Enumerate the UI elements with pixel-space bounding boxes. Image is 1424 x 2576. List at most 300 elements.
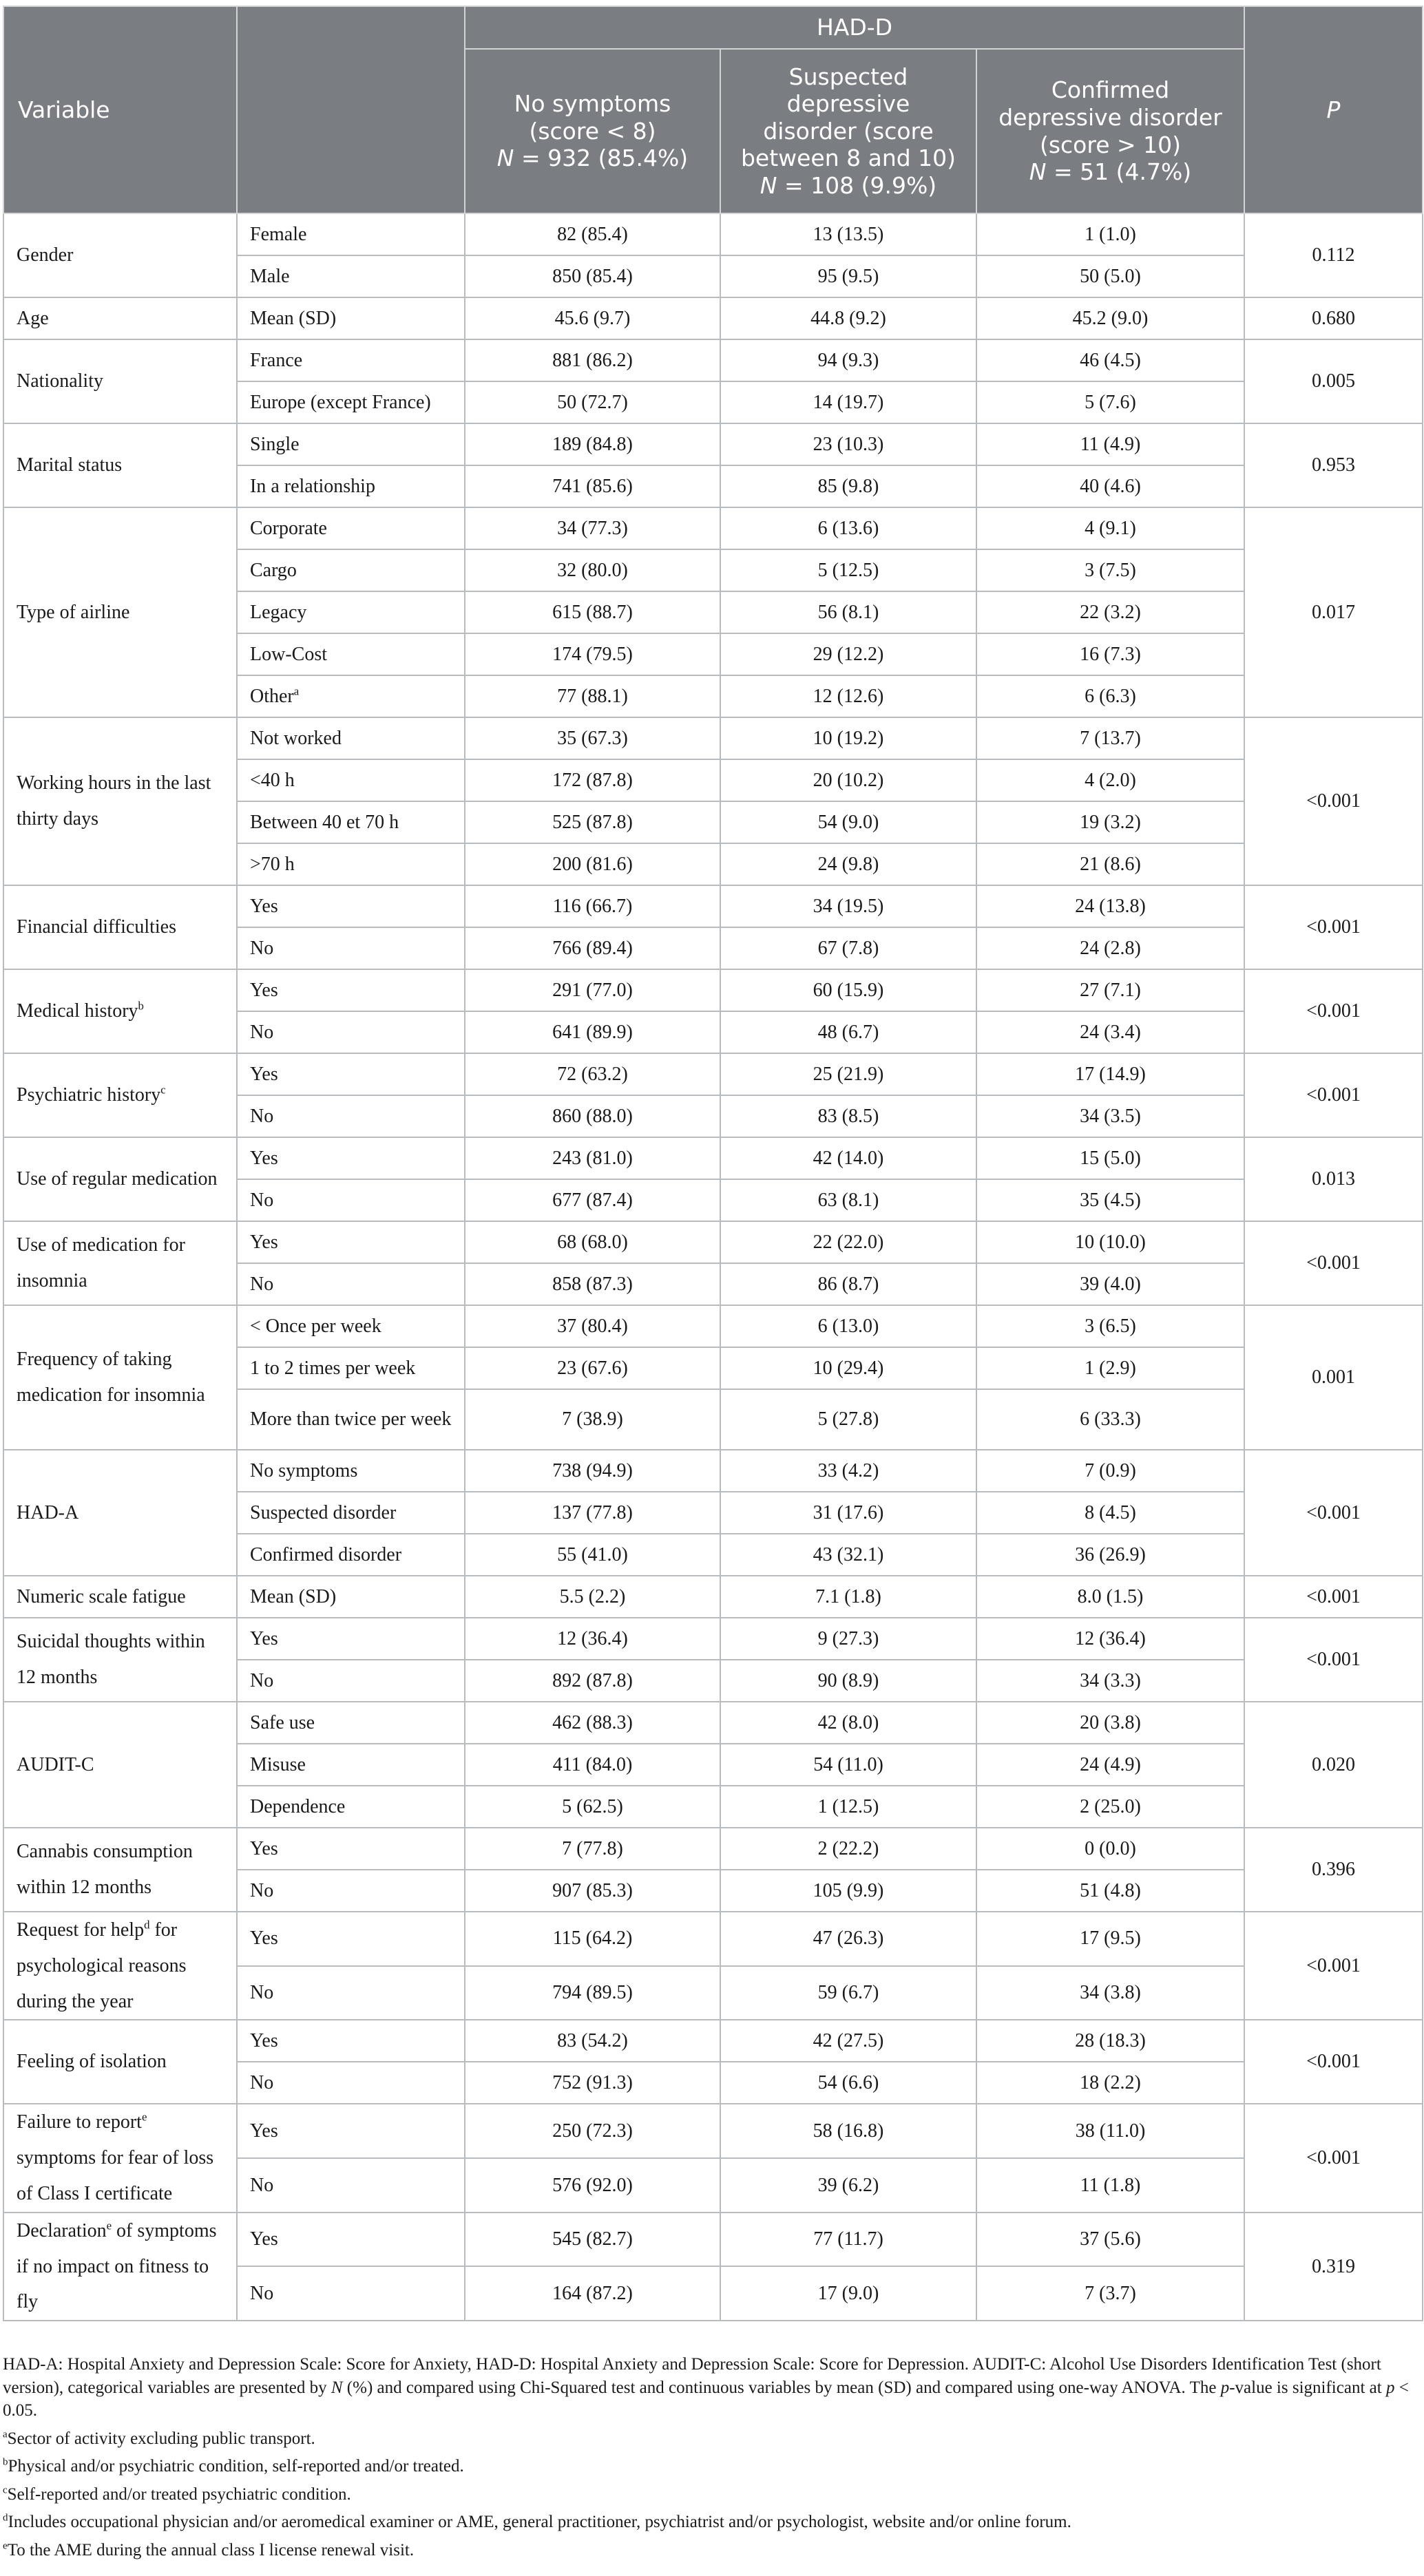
footnote [3,2483,1418,2506]
cell-c3: 34 (3.5) [976,1095,1244,1137]
level-label [237,2104,465,2158]
header-col2-n: N [760,171,777,199]
variable-label: Gender [17,244,74,266]
cell-c2: 9 (27.3) [720,1618,976,1660]
cell-c3: 5 (7.6) [976,381,1244,423]
cell-c1: 250 (72.3) [465,2104,720,2158]
p-value: <0.001 [1244,1221,1423,1305]
variable-name [3,1137,237,1221]
header-col1 [465,49,720,213]
cell-c1: 892 (87.8) [465,1660,720,1702]
variable-label: HAD-A [17,1501,79,1523]
cell-c3: 39 (4.0) [976,1263,1244,1305]
variable-label: Request for help [17,1919,145,1941]
table-row [3,1053,1423,1095]
level-text: Suspected disorder [250,1501,397,1523]
level-label [237,2266,465,2321]
header-col2-line2: depressive [786,90,910,118]
cell-c2: 105 (9.9) [720,1870,976,1912]
variable-label: Feeling of isolation [17,2051,167,2073]
cell-c1: 881 (86.2) [465,339,720,381]
cell-c3: 40 (4.6) [976,465,1244,507]
cell-c1: 641 (89.9) [465,1011,720,1053]
cell-c3: 46 (4.5) [976,339,1244,381]
cell-c1: 50 (72.7) [465,381,720,423]
level-text: No symptoms [250,1459,358,1481]
cell-c2: 90 (8.9) [720,1660,976,1702]
level-text: No [250,1982,274,2004]
level-label [237,1347,465,1389]
level-label [237,885,465,927]
cell-c3: 24 (4.9) [976,1744,1244,1786]
level-label [237,1137,465,1179]
variable-label: Working hours in the last thirty days [17,772,211,830]
variable-name [3,1828,237,1912]
level-text: Legacy [250,601,307,623]
level-text: Yes [250,1147,278,1169]
level-label [237,255,465,297]
level-label [237,969,465,1011]
footnote-mark: a [3,2429,8,2440]
level-text: <40 h [250,769,295,791]
cell-c2: 48 (6.7) [720,1011,976,1053]
level-text: France [250,349,303,371]
variable-label-rest: of symptoms if no impact on fitness to fly [17,2219,217,2313]
cell-c2: 23 (10.3) [720,423,976,465]
cell-c2: 25 (21.9) [720,1053,976,1095]
footnote-mark: e [3,2540,8,2552]
header-col3-nval: = 51 (4.7%) [1046,158,1192,186]
cell-c1: 907 (85.3) [465,1870,720,1912]
level-label [237,675,465,717]
header-col1-line2: (score < 8) [529,117,656,145]
level-label [237,423,465,465]
variable-name [3,1450,237,1576]
cell-c2: 2 (22.2) [720,1828,976,1870]
cell-c3: 7 (0.9) [976,1450,1244,1492]
level-text: < Once per week [250,1315,381,1337]
cell-c3: 1 (2.9) [976,1347,1244,1389]
cell-c1: 525 (87.8) [465,801,720,843]
note-p: p [1385,2378,1395,2397]
level-label [237,297,465,339]
table-row [3,1702,1423,1744]
cell-c2: 6 (13.0) [720,1305,976,1347]
cell-c3: 0 (0.0) [976,1828,1244,1870]
table-row [3,2104,1423,2158]
level-label [237,1263,465,1305]
level-text: No [250,1879,274,1901]
cell-c3: 17 (14.9) [976,1053,1244,1095]
variable-name [3,213,237,297]
p-value: <0.001 [1244,1576,1423,1618]
footnote-text: Sector of activity excluding public transport. [7,2429,315,2448]
cell-c2: 58 (16.8) [720,2104,976,2158]
note-p: p [1220,2378,1230,2397]
level-text: No [250,1273,274,1295]
cell-c2: 10 (19.2) [720,717,976,759]
cell-c1: 172 (87.8) [465,759,720,801]
level-text: Misuse [250,1753,306,1775]
cell-c1: 576 (92.0) [465,2158,720,2213]
cell-c2: 85 (9.8) [720,465,976,507]
variable-label: Use of medication for insomnia [17,1234,185,1291]
cell-c2: 5 (27.8) [720,1389,976,1450]
p-value: <0.001 [1244,1053,1423,1137]
variable-label: Numeric scale fatigue [17,1585,186,1607]
table-row [3,717,1423,759]
level-label [237,1305,465,1347]
variable-label-rest: for psychological reasons during the year [17,1919,187,2012]
level-text: Confirmed disorder [250,1543,402,1565]
cell-c1: 34 (77.3) [465,507,720,549]
level-text: Yes [250,1627,278,1649]
cell-c1: 850 (85.4) [465,255,720,297]
footnote [3,2455,1418,2478]
cell-c1: 45.6 (9.7) [465,297,720,339]
cell-c3: 17 (9.5) [976,1912,1244,1966]
level-text: Yes [250,979,278,1001]
abbreviations-note [3,2353,1418,2422]
level-label [237,339,465,381]
cell-c3: 36 (26.9) [976,1534,1244,1576]
level-label [237,633,465,675]
p-value: <0.001 [1244,1912,1423,2020]
level-label [237,1702,465,1744]
cell-c2: 34 (19.5) [720,885,976,927]
cell-c3: 2 (25.0) [976,1786,1244,1828]
table-row [3,1450,1423,1492]
header-col2 [720,49,976,213]
level-label [237,1786,465,1828]
level-label [237,1828,465,1870]
cell-c2: 60 (15.9) [720,969,976,1011]
cell-c3: 3 (6.5) [976,1305,1244,1347]
cell-c1: 7 (38.9) [465,1389,720,1450]
table-row [3,1221,1423,1263]
cell-c3: 4 (2.0) [976,759,1244,801]
level-text: Male [250,265,290,287]
cell-c1: 137 (77.8) [465,1492,720,1534]
cell-c3: 16 (7.3) [976,633,1244,675]
cell-c1: 55 (41.0) [465,1534,720,1576]
p-value: <0.001 [1244,2020,1423,2104]
p-value: 0.001 [1244,1305,1423,1450]
cell-c3: 4 (9.1) [976,507,1244,549]
cell-c2: 54 (11.0) [720,1744,976,1786]
header-col2-line4: between 8 and 10) [740,145,956,172]
variable-label: Psychiatric history [17,1084,161,1106]
level-label [237,1095,465,1137]
level-text: Mean (SD) [250,307,337,329]
cell-c2: 59 (6.7) [720,1966,976,2020]
cell-c3: 11 (4.9) [976,423,1244,465]
footnote [3,2539,1418,2562]
level-text: Yes [250,1837,278,1859]
table-row [3,423,1423,465]
cell-c1: 68 (68.0) [465,1221,720,1263]
cell-c2: 86 (8.7) [720,1263,976,1305]
table-row [3,1828,1423,1870]
cell-c3: 10 (10.0) [976,1221,1244,1263]
cell-c2: 12 (12.6) [720,675,976,717]
cell-c1: 35 (67.3) [465,717,720,759]
cell-c1: 545 (82.7) [465,2213,720,2267]
note-text: < 0.05. [3,2378,1409,2420]
cell-c2: 42 (8.0) [720,1702,976,1744]
cell-c2: 63 (8.1) [720,1179,976,1221]
cell-c2: 31 (17.6) [720,1492,976,1534]
footnote-text: To the AME during the annual class I license renewal visit. [7,2540,415,2559]
footnote-text: Self-reported and/or treated psychiatric condition. [7,2484,351,2504]
cell-c3: 24 (3.4) [976,1011,1244,1053]
p-value: 0.020 [1244,1702,1423,1828]
table-row [3,1137,1423,1179]
variable-label-rest: symptoms for fear of loss of Class I certificate [17,2147,214,2204]
level-text: Not worked [250,727,342,749]
cell-c1: 164 (87.2) [465,2266,720,2321]
note-text: -value is significant at [1229,2378,1386,2397]
table-row [3,2213,1423,2267]
variable-label: Nationality [17,370,103,392]
cell-c3: 34 (3.3) [976,1660,1244,1702]
variable-label: Use of regular medication [17,1168,218,1190]
cell-c2: 7.1 (1.8) [720,1576,976,1618]
cell-c2: 1 (12.5) [720,1786,976,1828]
level-text: Cargo [250,559,297,581]
level-text: Yes [250,2120,278,2142]
level-label [237,507,465,549]
variable-name [3,1618,237,1702]
cell-c1: 677 (87.4) [465,1179,720,1221]
cell-c3: 6 (33.3) [976,1389,1244,1450]
table-row [3,1912,1423,1966]
level-label [237,1912,465,1966]
level-label [237,1389,465,1450]
level-label [237,1179,465,1221]
p-value: 0.013 [1244,1137,1423,1221]
cell-c2: 43 (32.1) [720,1534,976,1576]
cell-c2: 47 (26.3) [720,1912,976,1966]
p-value: <0.001 [1244,2104,1423,2212]
header-col3-line1: Confirmed [1051,76,1170,104]
cell-c2: 29 (12.2) [720,633,976,675]
table-row [3,1576,1423,1618]
cell-c1: 82 (85.4) [465,213,720,255]
cell-c2: 42 (14.0) [720,1137,976,1179]
cell-c1: 37 (80.4) [465,1305,720,1347]
table-row [3,1305,1423,1347]
cell-c3: 21 (8.6) [976,843,1244,885]
cell-c3: 3 (7.5) [976,549,1244,591]
footnote-mark: a [293,684,300,698]
cell-c3: 18 (2.2) [976,2062,1244,2104]
cell-c1: 83 (54.2) [465,2020,720,2062]
variable-label: Marital status [17,454,123,476]
level-text: No [250,1669,274,1691]
header-col3-line2: depressive disorder [998,103,1222,131]
variable-name [3,1221,237,1305]
level-text: Corporate [250,517,327,539]
table-header [3,6,1423,213]
variable-name [3,1053,237,1137]
cell-c2: 14 (19.7) [720,381,976,423]
level-label [237,549,465,591]
cell-c1: 243 (81.0) [465,1137,720,1179]
variable-label: Failure to report [17,2111,142,2133]
variable-label: Suicidal thoughts within 12 months [17,1631,205,1688]
footnote-mark: b [3,2456,8,2468]
level-label [237,801,465,843]
header-col2-line1: Suspected [788,63,908,90]
variable-name [3,507,237,717]
level-label [237,759,465,801]
p-value: <0.001 [1244,1450,1423,1576]
footnote-mark: e [141,2111,147,2124]
level-text: Yes [250,1928,278,1950]
footnotes [3,2427,1418,2562]
variable-label: Medical history [17,1000,138,1022]
cell-c1: 5 (62.5) [465,1786,720,1828]
cell-c1: 189 (84.8) [465,423,720,465]
cell-c2: 13 (13.5) [720,213,976,255]
cell-c1: 116 (66.7) [465,885,720,927]
p-value: 0.680 [1244,297,1423,339]
header-col1-n: N [496,145,514,172]
table-row [3,969,1423,1011]
p-value: <0.001 [1244,1618,1423,1702]
header-group: HAD-D [465,6,1244,49]
cell-c3: 51 (4.8) [976,1870,1244,1912]
variable-name [3,1576,237,1618]
cell-c2: 77 (11.7) [720,2213,976,2267]
cell-c1: 291 (77.0) [465,969,720,1011]
table-notes [3,2353,1418,2566]
level-label [237,1870,465,1912]
level-text: No [250,1021,274,1043]
p-value: 0.396 [1244,1828,1423,1912]
level-text: Mean (SD) [250,1585,337,1607]
cell-c2: 17 (9.0) [720,2266,976,2321]
level-label [237,213,465,255]
variable-name [3,969,237,1053]
cell-c3: 24 (2.8) [976,927,1244,969]
level-label [237,2158,465,2213]
level-label [237,591,465,633]
footnote-mark: c [160,1083,166,1097]
cell-c3: 11 (1.8) [976,2158,1244,2213]
level-label [237,1221,465,1263]
header-p [1244,6,1423,213]
cell-c1: 72 (63.2) [465,1053,720,1095]
cell-c3: 37 (5.6) [976,2213,1244,2267]
p-value: 0.953 [1244,423,1423,507]
variable-name [3,1912,237,2020]
variable-label: Age [17,307,49,329]
cell-c1: 766 (89.4) [465,927,720,969]
level-label [237,1660,465,1702]
level-text: Europe (except France) [250,391,431,413]
cell-c3: 15 (5.0) [976,1137,1244,1179]
header-col2-line3: disorder (score [763,117,934,145]
header-col3-line3: (score > 10) [1039,131,1182,158]
header-p-label: P [1326,96,1341,123]
footnote [3,2511,1418,2534]
level-text: Yes [250,1231,278,1253]
level-label [237,465,465,507]
variable-name [3,423,237,507]
note-text: (%) and compared using Chi-Squared test and continuous variables by mean (SD) and compared using one-way ANOVA. The [342,2378,1221,2397]
cell-c3: 6 (6.3) [976,675,1244,717]
level-label [237,1966,465,2020]
cell-c3: 7 (3.7) [976,2266,1244,2321]
level-text: Other [250,685,294,707]
cell-c3: 1 (1.0) [976,213,1244,255]
level-text: Low-Cost [250,643,327,665]
cell-c2: 24 (9.8) [720,843,976,885]
cell-c3: 27 (7.1) [976,969,1244,1011]
level-label [237,2213,465,2267]
cell-c1: 174 (79.5) [465,633,720,675]
p-value: <0.001 [1244,885,1423,969]
level-text: No [250,937,274,959]
level-label [237,843,465,885]
cell-c2: 5 (12.5) [720,549,976,591]
variable-name [3,297,237,339]
cell-c2: 54 (9.0) [720,801,976,843]
cell-c1: 752 (91.3) [465,2062,720,2104]
level-text: Female [250,223,307,245]
header-col1-nval: = 932 (85.4%) [514,145,689,172]
level-text: Dependence [250,1795,346,1817]
level-text: No [250,2174,274,2196]
cell-c3: 8.0 (1.5) [976,1576,1244,1618]
p-value: <0.001 [1244,969,1423,1053]
level-text: Yes [250,2029,278,2051]
table-row [3,339,1423,381]
cell-c2: 6 (13.6) [720,507,976,549]
p-value: 0.319 [1244,2213,1423,2321]
level-text: >70 h [250,853,295,875]
header-col2-nval: = 108 (9.9%) [777,171,937,199]
p-value: <0.001 [1244,717,1423,885]
cell-c2: 54 (6.6) [720,2062,976,2104]
table-row [3,1618,1423,1660]
variable-name [3,1305,237,1450]
header-col3 [976,49,1244,213]
note-n: N [331,2378,343,2397]
level-label [237,2020,465,2062]
p-value: 0.112 [1244,213,1423,297]
cell-c2: 33 (4.2) [720,1450,976,1492]
table-body [3,213,1423,2321]
variable-label: AUDIT-C [17,1753,94,1775]
footnote-mark: d [3,2512,8,2524]
footnote-mark: b [138,999,144,1013]
variable-label: Cannabis consumption within 12 months [17,1841,193,1898]
table-row [3,213,1423,255]
level-text: Yes [250,2228,278,2250]
level-text: No [250,2282,274,2304]
table-row [3,885,1423,927]
cell-c2: 39 (6.2) [720,2158,976,2213]
cell-c3: 12 (36.4) [976,1618,1244,1660]
level-label [237,1744,465,1786]
cell-c1: 23 (67.6) [465,1347,720,1389]
level-text: Between 40 et 70 h [250,811,399,833]
cell-c3: 50 (5.0) [976,255,1244,297]
cell-c1: 411 (84.0) [465,1744,720,1786]
